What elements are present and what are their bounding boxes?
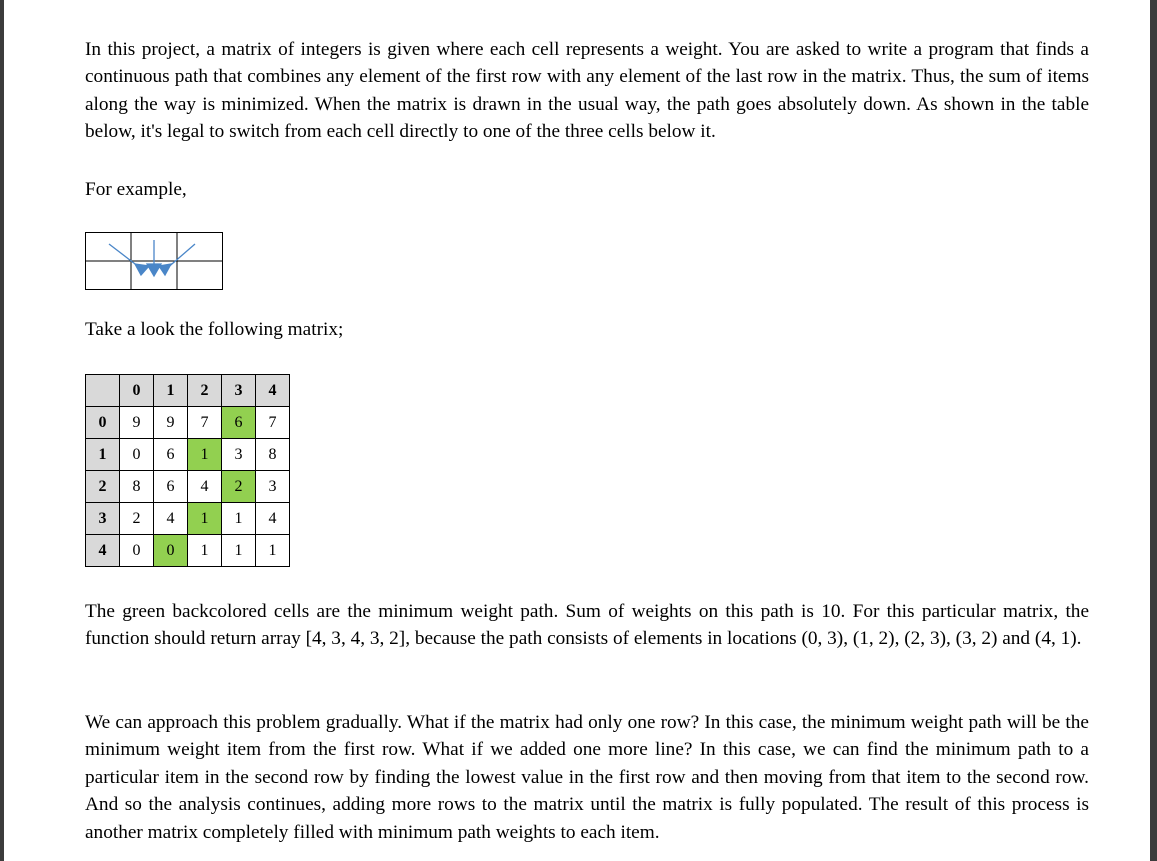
row-header: 3 xyxy=(86,503,120,535)
example-label: For example, xyxy=(85,179,187,200)
matrix-cell: 2 xyxy=(120,503,154,535)
matrix-cell: 0 xyxy=(120,439,154,471)
matrix-cell: 4 xyxy=(188,471,222,503)
matrix-cell: 1 xyxy=(188,535,222,567)
left-border xyxy=(0,0,4,861)
matrix-header-row xyxy=(86,375,290,407)
move-arrows xyxy=(109,240,195,276)
matrix-cell: 1 xyxy=(222,535,256,567)
matrix-row xyxy=(86,407,290,439)
matrix-cell-path: 0 xyxy=(154,535,188,567)
matrix-cell: 3 xyxy=(222,439,256,471)
result-paragraph: The green backcolored cells are the minimum weight path. Sum of weights on this path is 10. For this particular matrix, the function should return array [4, 3, 4, 3, 2], because the path consists of elements in locations (0, 3), (1, 2), (2, 3), (3, 2) and (4, 1). xyxy=(85,601,1089,650)
matrix-row xyxy=(86,439,290,471)
matrix-cell: 9 xyxy=(120,407,154,439)
matrix-cell: 1 xyxy=(256,535,290,567)
row-header: 4 xyxy=(86,535,120,567)
matrix-cell: 3 xyxy=(256,471,290,503)
approach-paragraph: We can approach this problem gradually. What if the matrix had only one row? In this case, the minimum weight path will be the minimum weight item from the first row. What if we added one more line? In this case, we can find the minimum path to a particular item in the second row by finding the lowest value in the first row and then moving from that item to the second row. And so the analysis continues, adding more rows to the matrix until the matrix is fully populated. The result of this process is another matrix completely filled with minimum path weights to each item. xyxy=(85,712,1089,843)
col-header: 3 xyxy=(222,375,256,407)
matrix-intro: Take a look the following matrix; xyxy=(85,319,344,340)
matrix-cell-path: 2 xyxy=(222,471,256,503)
col-header: 4 xyxy=(256,375,290,407)
matrix-cell: 7 xyxy=(256,407,290,439)
allowed-moves-diagram xyxy=(85,232,223,290)
matrix-corner-cell xyxy=(86,375,120,407)
matrix-cell: 4 xyxy=(154,503,188,535)
matrix-cell: 6 xyxy=(154,471,188,503)
matrix-cell: 8 xyxy=(256,439,290,471)
matrix-row xyxy=(86,535,290,567)
matrix-cell: 6 xyxy=(154,439,188,471)
matrix-row xyxy=(86,503,290,535)
matrix-cell: 0 xyxy=(120,535,154,567)
row-header: 0 xyxy=(86,407,120,439)
row-header: 2 xyxy=(86,471,120,503)
matrix-cell: 7 xyxy=(188,407,222,439)
matrix-cell: 1 xyxy=(222,503,256,535)
matrix-cell: 8 xyxy=(120,471,154,503)
matrix-row xyxy=(86,471,290,503)
col-header: 0 xyxy=(120,375,154,407)
matrix-cell-path: 1 xyxy=(188,439,222,471)
matrix-cell: 9 xyxy=(154,407,188,439)
row-header: 1 xyxy=(86,439,120,471)
intro-paragraph: In this project, a matrix of integers is given where each cell represents a weight. You are asked to write a program that finds a continuous path that combines any element of the first row with any element of the last row in the matrix. Thus, the sum of items along the way is minimized. When the matrix is drawn in the usual way, the path goes absolutely down. As shown in the table below, it's legal to switch from each cell directly to one of the three cells below it. xyxy=(85,39,1089,143)
col-header: 1 xyxy=(154,375,188,407)
arrowhead-right xyxy=(159,264,171,275)
right-scrollbar-edge xyxy=(1150,0,1157,861)
weight-matrix xyxy=(85,374,290,567)
matrix-cell-path: 6 xyxy=(222,407,256,439)
matrix-cell: 4 xyxy=(256,503,290,535)
col-header: 2 xyxy=(188,375,222,407)
matrix-cell-path: 1 xyxy=(188,503,222,535)
arrowhead-left xyxy=(135,264,149,275)
